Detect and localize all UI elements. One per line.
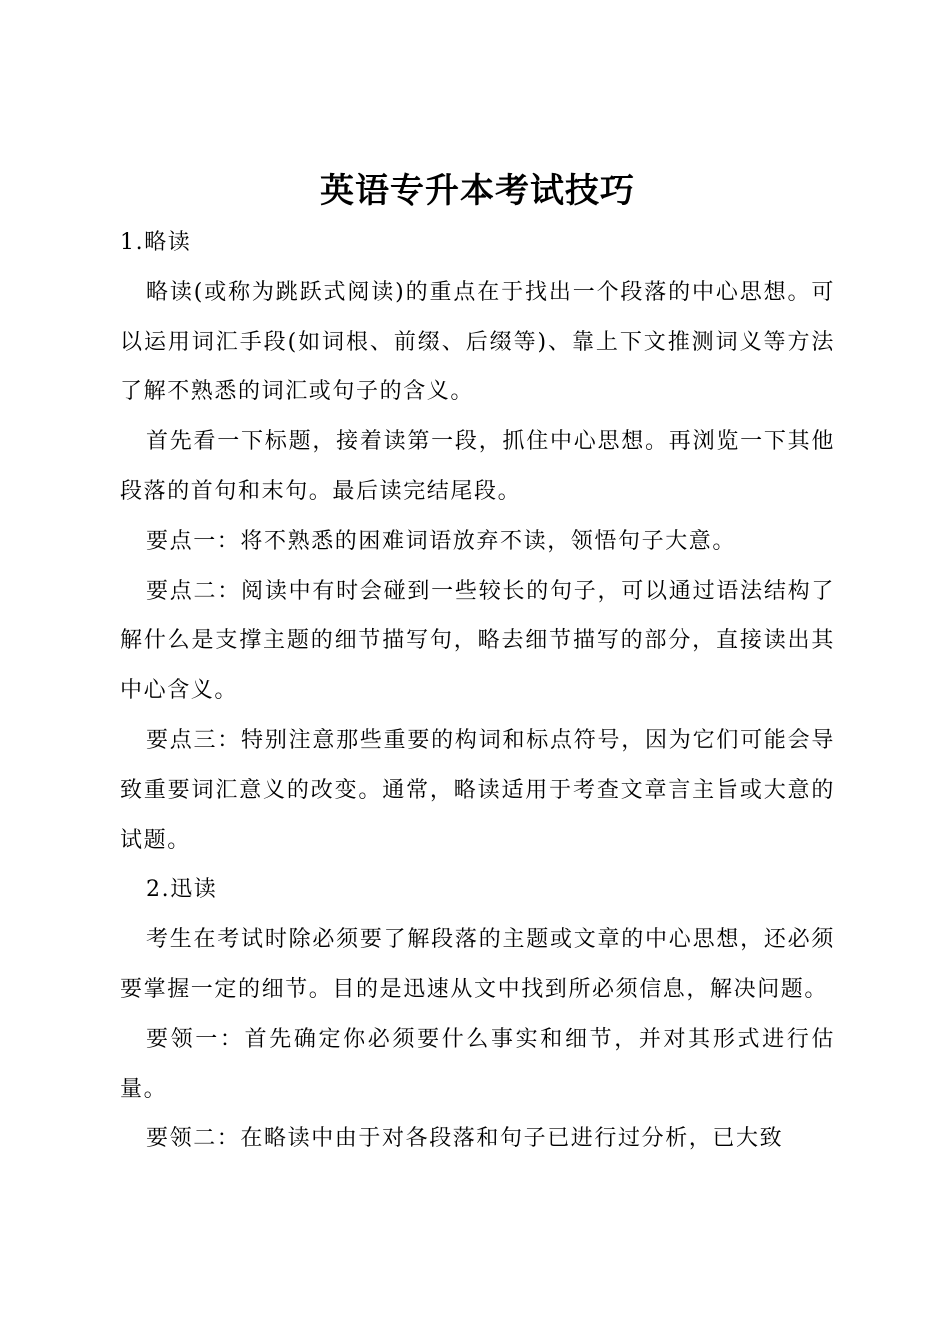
paragraph: 要点二：阅读中有时会碰到一些较长的句子，可以通过语法结构了解什么是支撑主题的细节描写句，略去细节描写的部分，直接读出其中心含义。 <box>120 578 835 704</box>
paragraph: 要领二：在略读中由于对各段落和句子已进行过分析，已大致 <box>146 1126 784 1152</box>
section-heading: 2.迅读 <box>146 877 218 903</box>
document-body <box>120 218 835 1164</box>
paragraph: 要领一：首先确定你必须要什么事实和细节，并对其形式进行估量。 <box>120 1026 835 1102</box>
paragraph: 考生在考试时除必须要了解段落的主题或文章的中心思想，还必须要掌握一定的细节。目的是迅速从文中找到所必须信息，解决问题。 <box>120 927 835 1002</box>
paragraph: 要点三：特别注意那些重要的构词和标点符号，因为它们可能会导致重要词汇意义的改变。通常，略读适用于考查文章言主旨或大意的试题。 <box>120 727 835 853</box>
document-title: 英语专升本考试技巧 <box>320 170 635 211</box>
paragraph: 略读(或称为跳跃式阅读)的重点在于找出一个段落的中心思想。可以运用词汇手段(如词根、前缀、后缀等)、靠上下文推测词义等方法了解不熟悉的词汇或句子的含义。 <box>120 279 835 405</box>
paragraph: 1.略读 <box>120 230 192 255</box>
paragraph: 首先看一下标题，接着读第一段，抓住中心思想。再浏览一下其他段落的首句和末句。最后读完结尾段。 <box>120 429 835 504</box>
paragraph: 要点一：将不熟悉的困难词语放弃不读，领悟句子大意。 <box>146 528 737 554</box>
